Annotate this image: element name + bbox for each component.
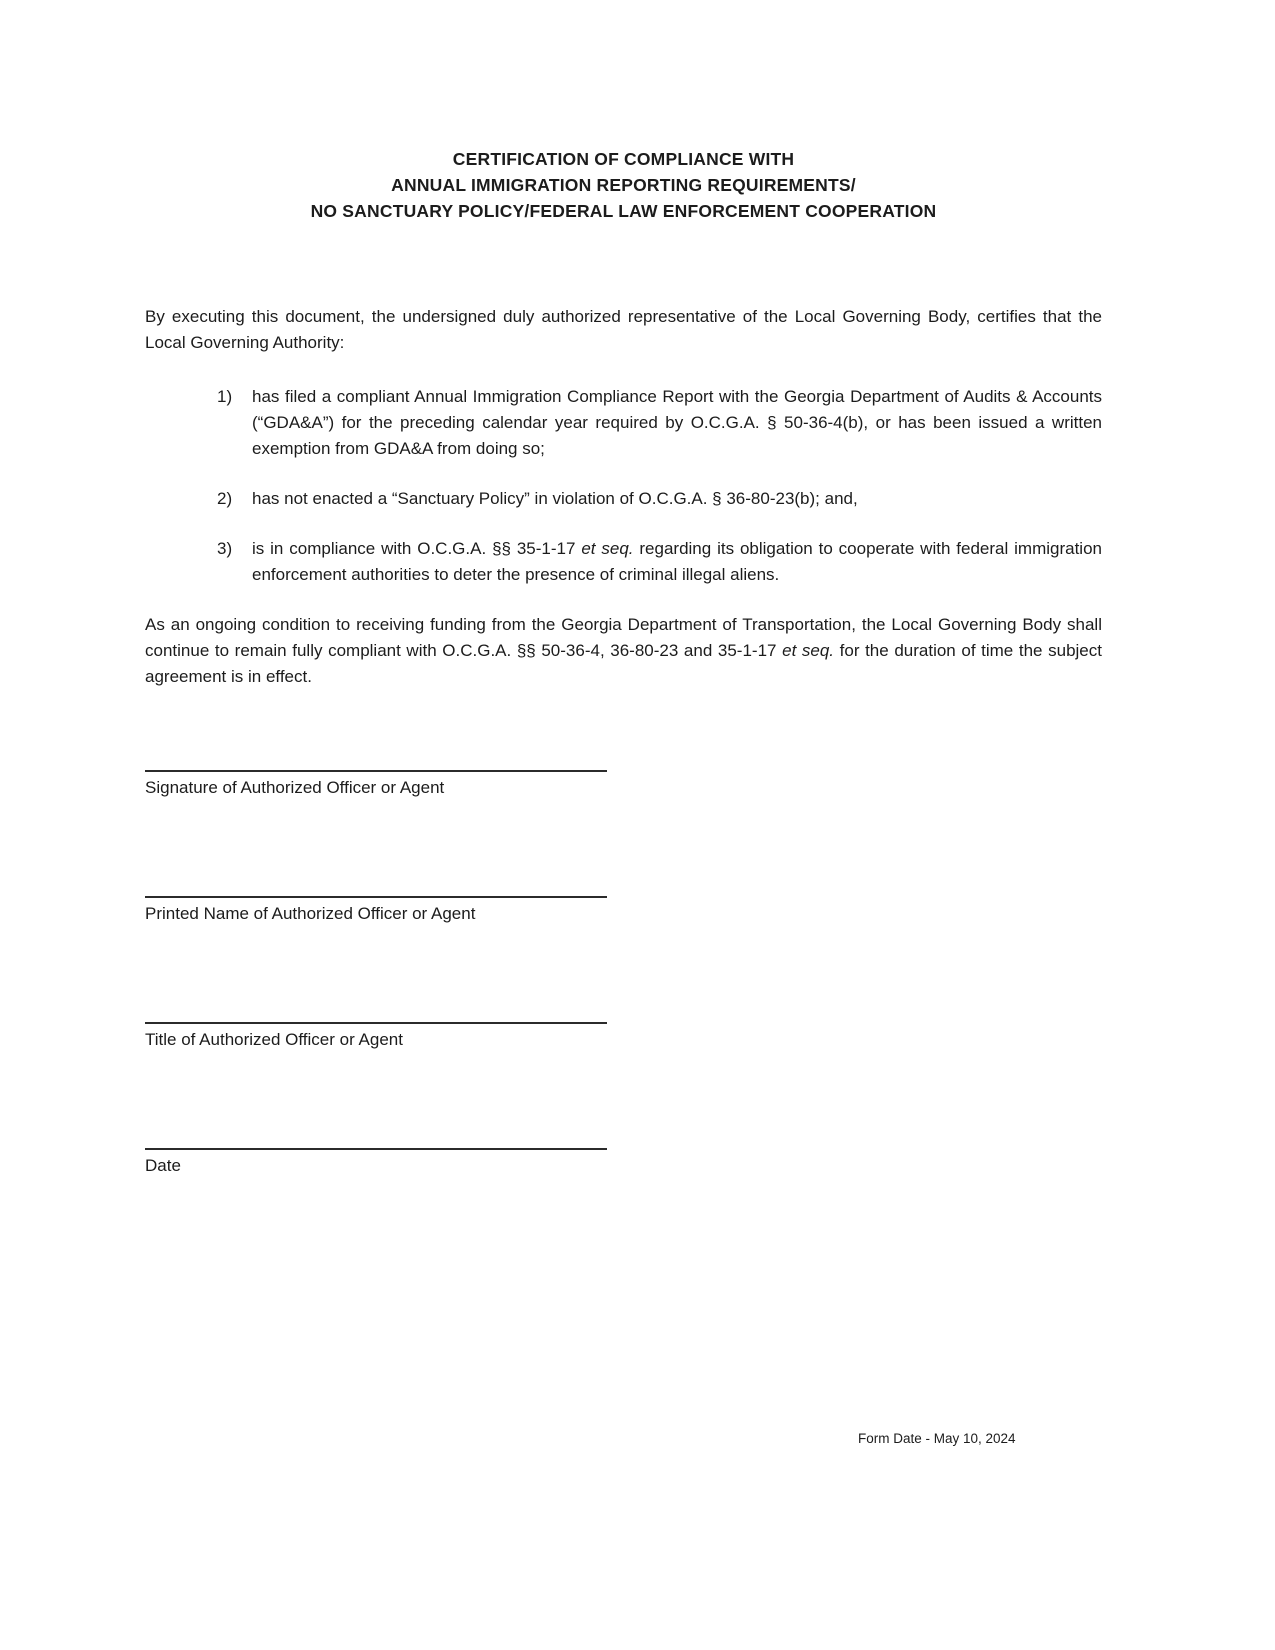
closing-pre: As an ongoing condition to receiving funding from the Georgia Department of Transportation, the Local Governing Body shall continue to remain fully compliant with O.C.G.A. §§ 50-36-4, 36-80-23 and 35-1-17 bbox=[145, 615, 1102, 660]
list-text-3-pre: is in compliance with O.C.G.A. §§ 35-1-17 bbox=[252, 539, 582, 558]
list-number-1: 1) bbox=[217, 387, 233, 406]
certification-list bbox=[145, 384, 1102, 588]
signature-label: Signature of Authorized Officer or Agent bbox=[145, 778, 445, 797]
document-content bbox=[145, 146, 1102, 1179]
list-text-3 bbox=[252, 536, 1102, 588]
list-number-3: 3) bbox=[217, 539, 233, 558]
title-label: Title of Authorized Officer or Agent bbox=[145, 1030, 403, 1049]
list-text-1: has filed a compliant Annual Immigration Compliance Report with the Georgia Department of Audits & Accounts (“GDA&A”) for the preceding calendar year required by O.C.G.A. § 50-36-4(b), or has been issued a written exemption from GDA&A from doing so; bbox=[252, 387, 1102, 458]
closing-et-seq: et seq. bbox=[782, 641, 835, 660]
closing-paragraph bbox=[145, 612, 1102, 690]
list-text-2: has not enacted a “Sanctuary Policy” in violation of O.C.G.A. § 36-80-23(b); and, bbox=[252, 489, 858, 508]
title-field bbox=[145, 1022, 607, 1053]
list-text-3-post: regarding its obligation to cooperate with federal immigration enforcement authorities to deter the presence of criminal illegal aliens. bbox=[252, 539, 1102, 584]
signature-section bbox=[145, 770, 1102, 1179]
date-label: Date bbox=[145, 1156, 181, 1175]
title-line-3: NO SANCTUARY POLICY/FEDERAL LAW ENFORCEMENT COOPERATION bbox=[310, 201, 937, 221]
printed-name-field bbox=[145, 896, 607, 927]
form-date-footer: Form Date - May 10, 2024 bbox=[858, 1431, 1016, 1446]
list-text-3-et-seq: et seq. bbox=[581, 539, 634, 558]
list-item-1 bbox=[145, 384, 1102, 462]
intro-paragraph: By executing this document, the undersigned duly authorized representative of the Local Governing Body, certifies that the Local Governing Authority: bbox=[145, 307, 1102, 352]
list-item-2 bbox=[145, 486, 1102, 512]
title-line-2: ANNUAL IMMIGRATION REPORTING REQUIREMENTS/ bbox=[391, 175, 856, 195]
date-field bbox=[145, 1148, 607, 1179]
document-title bbox=[145, 146, 1102, 224]
signature-field bbox=[145, 770, 607, 801]
closing-post: for the duration of time the subject agreement is in effect. bbox=[145, 641, 1102, 686]
printed-name-label: Printed Name of Authorized Officer or Agent bbox=[145, 904, 476, 923]
list-item-3 bbox=[145, 536, 1102, 588]
list-number-2: 2) bbox=[217, 489, 233, 508]
title-line-1: CERTIFICATION OF COMPLIANCE WITH bbox=[452, 149, 795, 169]
